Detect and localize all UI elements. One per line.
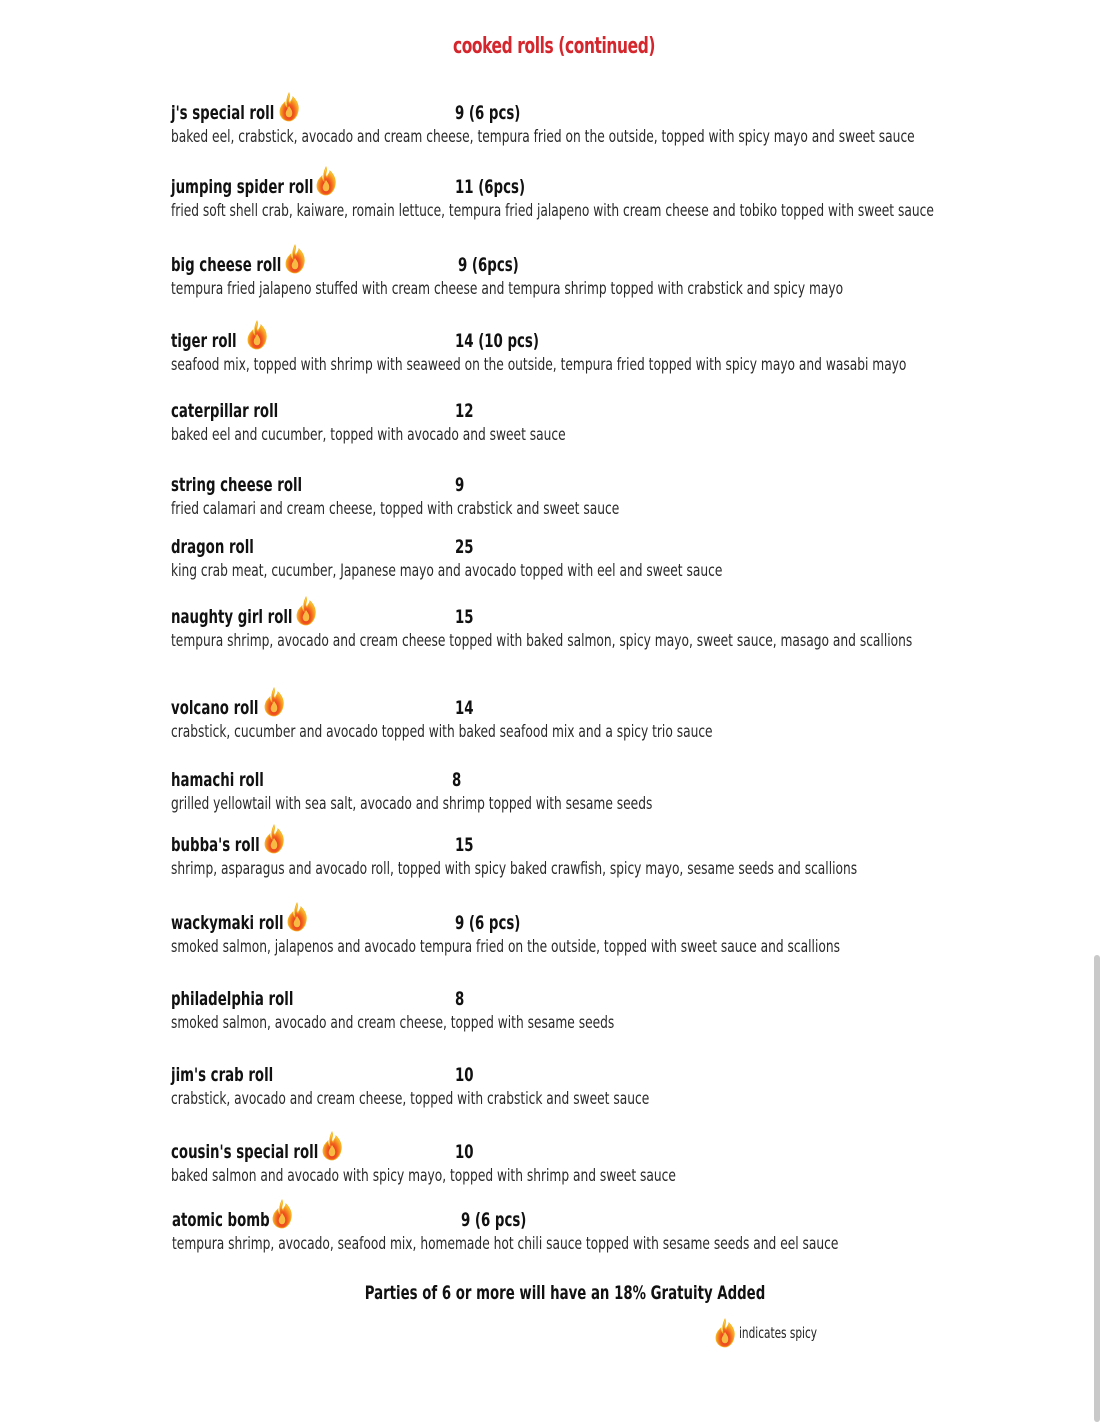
- item-description: king crab meat, cucumber, Japanese mayo and avocado topped with eel and sweet sauce: [171, 561, 723, 581]
- item-name: philadelphia roll: [171, 988, 294, 1010]
- item-price: 8: [452, 769, 462, 791]
- item-name: cousin's special roll: [171, 1141, 319, 1163]
- item-price: 14: [455, 697, 474, 719]
- flame-icon: [263, 687, 285, 717]
- item-name: jumping spider roll: [171, 176, 314, 198]
- item-name: wackymaki roll: [171, 912, 284, 934]
- item-description: tempura shrimp, avocado and cream cheese topped with baked salmon, spicy mayo, sweet sauce, masago and scallions: [171, 631, 913, 651]
- flame-icon: [246, 320, 268, 350]
- item-price: 9 (6pcs): [458, 254, 519, 276]
- gratuity-note: Parties of 6 or more will have an 18% Gratuity Added: [364, 1282, 766, 1304]
- item-name: atomic bomb: [172, 1209, 270, 1231]
- item-name: hamachi roll: [171, 769, 264, 791]
- item-description: crabstick, cucumber and avocado topped with baked seafood mix and a spicy trio sauce: [171, 722, 713, 742]
- item-price: 9: [455, 474, 465, 496]
- menu-item: [171, 693, 1071, 745]
- item-name: dragon roll: [171, 536, 254, 558]
- legend-text: indicates spicy: [739, 1324, 817, 1342]
- menu-item: [171, 326, 1071, 378]
- item-description: smoked salmon, avocado and cream cheese, topped with sesame seeds: [171, 1013, 615, 1033]
- item-name: tiger roll: [171, 330, 237, 352]
- item-description: fried calamari and cream cheese, topped with crabstick and sweet sauce: [171, 499, 620, 519]
- menu-item: [171, 470, 1071, 522]
- item-price: 15: [455, 606, 474, 628]
- item-name: bubba's roll: [171, 834, 260, 856]
- item-name: naughty girl roll: [171, 606, 293, 628]
- menu-item: [171, 532, 1071, 584]
- menu-item: [171, 1060, 1071, 1112]
- item-name: string cheese roll: [171, 474, 303, 496]
- item-description: tempura shrimp, avocado, seafood mix, homemade hot chili sauce topped with sesame seeds and eel sauce: [172, 1234, 839, 1254]
- item-description: baked salmon and avocado with spicy mayo, topped with shrimp and sweet sauce: [171, 1166, 676, 1186]
- menu-item: [171, 250, 1071, 302]
- item-price: 11 (6pcs): [455, 176, 526, 198]
- flame-icon: [286, 902, 308, 932]
- item-price: 10: [455, 1064, 474, 1086]
- flame-icon: [284, 244, 306, 274]
- item-description: baked eel, crabstick, avocado and cream cheese, tempura fried on the outside, topped with spicy mayo and sweet sauce: [171, 127, 915, 147]
- item-description: fried soft shell crab, kaiware, romain lettuce, tempura fried jalapeno with cream cheese and tobiko topped with sweet sauce: [171, 201, 934, 221]
- item-name: j's special roll: [171, 102, 275, 124]
- item-price: 12: [455, 400, 474, 422]
- section-title: cooked rolls (continued): [452, 34, 656, 59]
- item-description: shrimp, asparagus and avocado roll, topped with spicy baked crawfish, spicy mayo, sesame seeds and scallions: [171, 859, 858, 879]
- flame-icon: [271, 1199, 293, 1229]
- item-price: 9 (6 pcs): [461, 1209, 527, 1231]
- item-name: caterpillar roll: [171, 400, 279, 422]
- item-price: 8: [455, 988, 465, 1010]
- flame-icon: [295, 596, 317, 626]
- flame-icon: [278, 92, 300, 122]
- menu-item: [171, 172, 1071, 224]
- item-price: 25: [455, 536, 474, 558]
- item-price: 14 (10 pcs): [455, 330, 539, 352]
- menu-item: [171, 602, 1071, 654]
- item-description: crabstick, avocado and cream cheese, topped with crabstick and sweet sauce: [171, 1089, 650, 1109]
- item-description: smoked salmon, jalapenos and avocado tempura fried on the outside, topped with sweet sauce and scallions: [171, 937, 840, 957]
- item-description: baked eel and cucumber, topped with avocado and sweet sauce: [171, 425, 566, 445]
- menu-item: [171, 1137, 1071, 1189]
- flame-icon: [315, 166, 337, 196]
- item-name: big cheese roll: [171, 254, 282, 276]
- menu-item: [171, 908, 1071, 960]
- flame-icon: [263, 824, 285, 854]
- scrollbar-thumb[interactable]: [1094, 955, 1100, 1422]
- item-price: 9 (6 pcs): [455, 912, 521, 934]
- item-price: 9 (6 pcs): [455, 102, 521, 124]
- item-name: jim's crab roll: [171, 1064, 274, 1086]
- item-description: grilled yellowtail with sea salt, avocado and shrimp topped with sesame seeds: [171, 794, 653, 814]
- item-description: seafood mix, topped with shrimp with seaweed on the outside, tempura fried topped with spicy mayo and wasabi mayo: [171, 355, 907, 375]
- item-price: 10: [455, 1141, 474, 1163]
- menu-item: [171, 765, 1071, 817]
- menu-item: [171, 396, 1071, 448]
- item-name: volcano roll: [171, 697, 259, 719]
- menu-item: [171, 98, 1071, 150]
- item-description: tempura fried jalapeno stuffed with cream cheese and tempura shrimp topped with crabstick and spicy mayo: [171, 279, 844, 299]
- flame-icon: [714, 1318, 736, 1348]
- menu-item: [171, 984, 1071, 1036]
- item-price: 15: [455, 834, 474, 856]
- menu-item: [172, 1205, 1072, 1257]
- flame-icon: [321, 1131, 343, 1161]
- menu-item: [171, 830, 1071, 882]
